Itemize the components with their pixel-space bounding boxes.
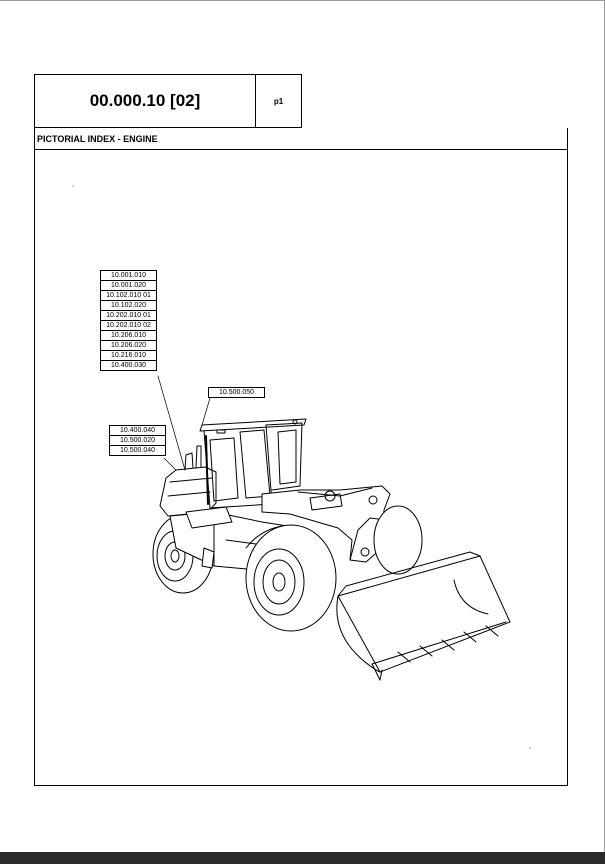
callout-list-lower	[109, 425, 166, 456]
section-title: PICTORIAL INDEX - ENGINE	[34, 128, 568, 150]
part-ref-label[interactable]: 10.206.020	[100, 340, 157, 351]
callout-list-upper	[100, 270, 157, 371]
callout-single	[208, 387, 265, 398]
part-ref-label[interactable]: 10.500.020	[109, 435, 166, 446]
document-code: 00.000.10 [02]	[34, 74, 256, 128]
part-ref-label[interactable]: 10.500.040	[109, 445, 166, 456]
part-ref-label[interactable]: 10.102.010 01	[100, 290, 157, 301]
front-wheel-back	[374, 506, 422, 574]
part-ref-label[interactable]: 10.001.020	[100, 280, 157, 291]
viewer-bottom-bar	[0, 852, 605, 864]
part-ref-label[interactable]: 10.001.010	[100, 270, 157, 281]
part-ref-label[interactable]: 10.206.010	[100, 330, 157, 341]
leader-lines	[158, 376, 210, 472]
bucket	[337, 552, 510, 680]
front-wheel	[246, 525, 336, 631]
part-ref-label[interactable]: 10.202.010 02	[100, 320, 157, 331]
part-ref-label[interactable]: 10.102.020	[100, 300, 157, 311]
part-ref-label[interactable]: 10.500.050	[208, 387, 265, 398]
part-ref-label[interactable]: 10.400.030	[100, 360, 157, 371]
part-ref-label[interactable]: 10.202.010 01	[100, 310, 157, 321]
page-number: p1	[256, 74, 302, 128]
part-ref-label[interactable]: 10.400.040	[109, 425, 166, 436]
part-ref-label[interactable]: 10.216.010	[100, 350, 157, 361]
